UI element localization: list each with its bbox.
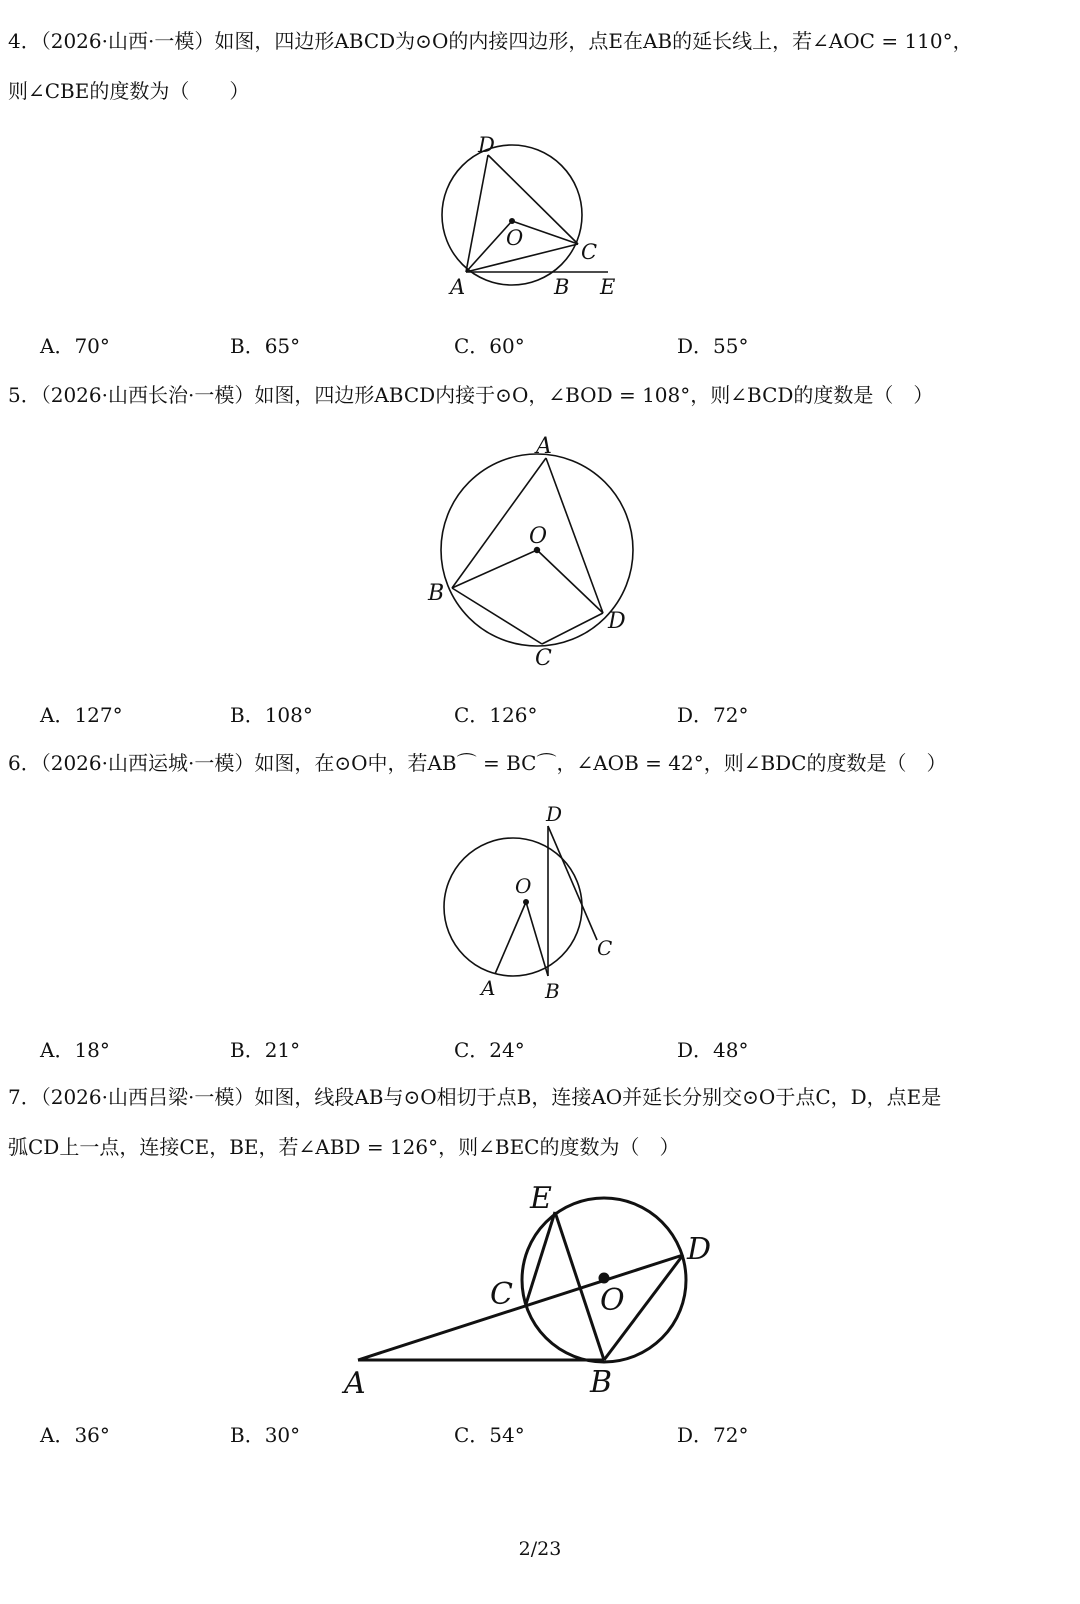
question-4-text-line-2: 则∠CBE的度数为（ ） bbox=[8, 79, 250, 103]
question-7-figure bbox=[335, 1170, 735, 1405]
q4-option-c[interactable]: C．60° bbox=[454, 334, 525, 358]
q7-label-e: E bbox=[530, 1181, 552, 1216]
page-number: 2/23 bbox=[518, 1538, 562, 1560]
q7-option-a[interactable]: A．36° bbox=[40, 1423, 110, 1447]
q5-label-a: A bbox=[536, 434, 552, 459]
question-6-options bbox=[0, 1034, 1080, 1064]
q7-option-d[interactable]: D．72° bbox=[677, 1423, 749, 1447]
question-6-text-line-1: 6．（2026·山西运城·一模）如图，在⊙O中，若AB⌒ = BC⌒，∠AOB = 42°，则∠BDC的度数是（ ） bbox=[8, 751, 947, 775]
q5-label-d: D bbox=[608, 609, 626, 634]
q6-label-c: C bbox=[597, 936, 613, 960]
q5-option-d[interactable]: D．72° bbox=[677, 703, 749, 727]
q4-label-c: C bbox=[581, 240, 598, 264]
q5-label-c: C bbox=[535, 646, 552, 671]
q6-label-b: B bbox=[545, 979, 560, 1003]
question-7-text-line-1: 7．（2026·山西吕梁·一模）如图，线段AB与⊙O相切于点B，连接AO并延长分别交⊙O于点C，D，点E是 bbox=[8, 1085, 942, 1109]
question-4-options bbox=[0, 330, 1080, 360]
q4-label-d: D bbox=[478, 133, 495, 157]
question-4 bbox=[8, 16, 1068, 116]
question-4-figure bbox=[430, 128, 630, 303]
question-5-options bbox=[0, 699, 1080, 729]
question-6-figure bbox=[430, 798, 630, 1006]
q5-label-b: B bbox=[428, 581, 445, 606]
question-7-text-line-2: 弧CD上一点，连接CE，BE，若∠ABD = 126°，则∠BEC的度数为（ ） bbox=[8, 1135, 680, 1159]
q6-option-c[interactable]: C．24° bbox=[454, 1038, 525, 1062]
q5-option-b[interactable]: B．108° bbox=[230, 703, 313, 727]
q4-label-b: B bbox=[554, 275, 570, 299]
question-7 bbox=[8, 1072, 1068, 1172]
q5-option-c[interactable]: C．126° bbox=[454, 703, 538, 727]
q4-label-a: A bbox=[450, 275, 466, 299]
question-6 bbox=[8, 738, 1068, 788]
question-5 bbox=[8, 370, 1068, 420]
q6-option-b[interactable]: B．21° bbox=[230, 1038, 301, 1062]
q6-option-d[interactable]: D．48° bbox=[677, 1038, 749, 1062]
q6-label-o: O bbox=[515, 874, 532, 898]
q6-label-d: D bbox=[546, 802, 563, 826]
question-5-figure bbox=[420, 430, 640, 675]
q7-label-d: D bbox=[687, 1232, 712, 1267]
q7-label-b: B bbox=[590, 1365, 613, 1400]
question-5-text-line-1: 5．（2026·山西长治·一模）如图，四边形ABCD内接于⊙O，∠BOD = 108°，则∠BCD的度数是（ ） bbox=[8, 383, 934, 407]
q4-option-b[interactable]: B．65° bbox=[230, 334, 301, 358]
q6-option-a[interactable]: A．18° bbox=[40, 1038, 110, 1062]
q7-option-c[interactable]: C．54° bbox=[454, 1423, 525, 1447]
q4-option-a[interactable]: A．70° bbox=[40, 334, 110, 358]
q4-label-o: O bbox=[506, 226, 524, 250]
question-4-text-line-1: 4．（2026·山西·一模）如图，四边形ABCD为⊙O的内接四边形，点E在AB的延长线上，若∠AOC = 110°， bbox=[8, 29, 973, 53]
q5-label-o: O bbox=[529, 524, 548, 549]
q4-label-e: E bbox=[600, 275, 616, 299]
q7-label-a: A bbox=[344, 1366, 366, 1401]
question-7-options bbox=[0, 1419, 1080, 1449]
q7-option-b[interactable]: B．30° bbox=[230, 1423, 301, 1447]
q7-label-o: O bbox=[600, 1283, 625, 1318]
q4-option-d[interactable]: D．55° bbox=[677, 334, 749, 358]
q7-label-c: C bbox=[490, 1277, 513, 1312]
q5-option-a[interactable]: A．127° bbox=[40, 703, 123, 727]
q6-label-a: A bbox=[481, 976, 496, 1000]
